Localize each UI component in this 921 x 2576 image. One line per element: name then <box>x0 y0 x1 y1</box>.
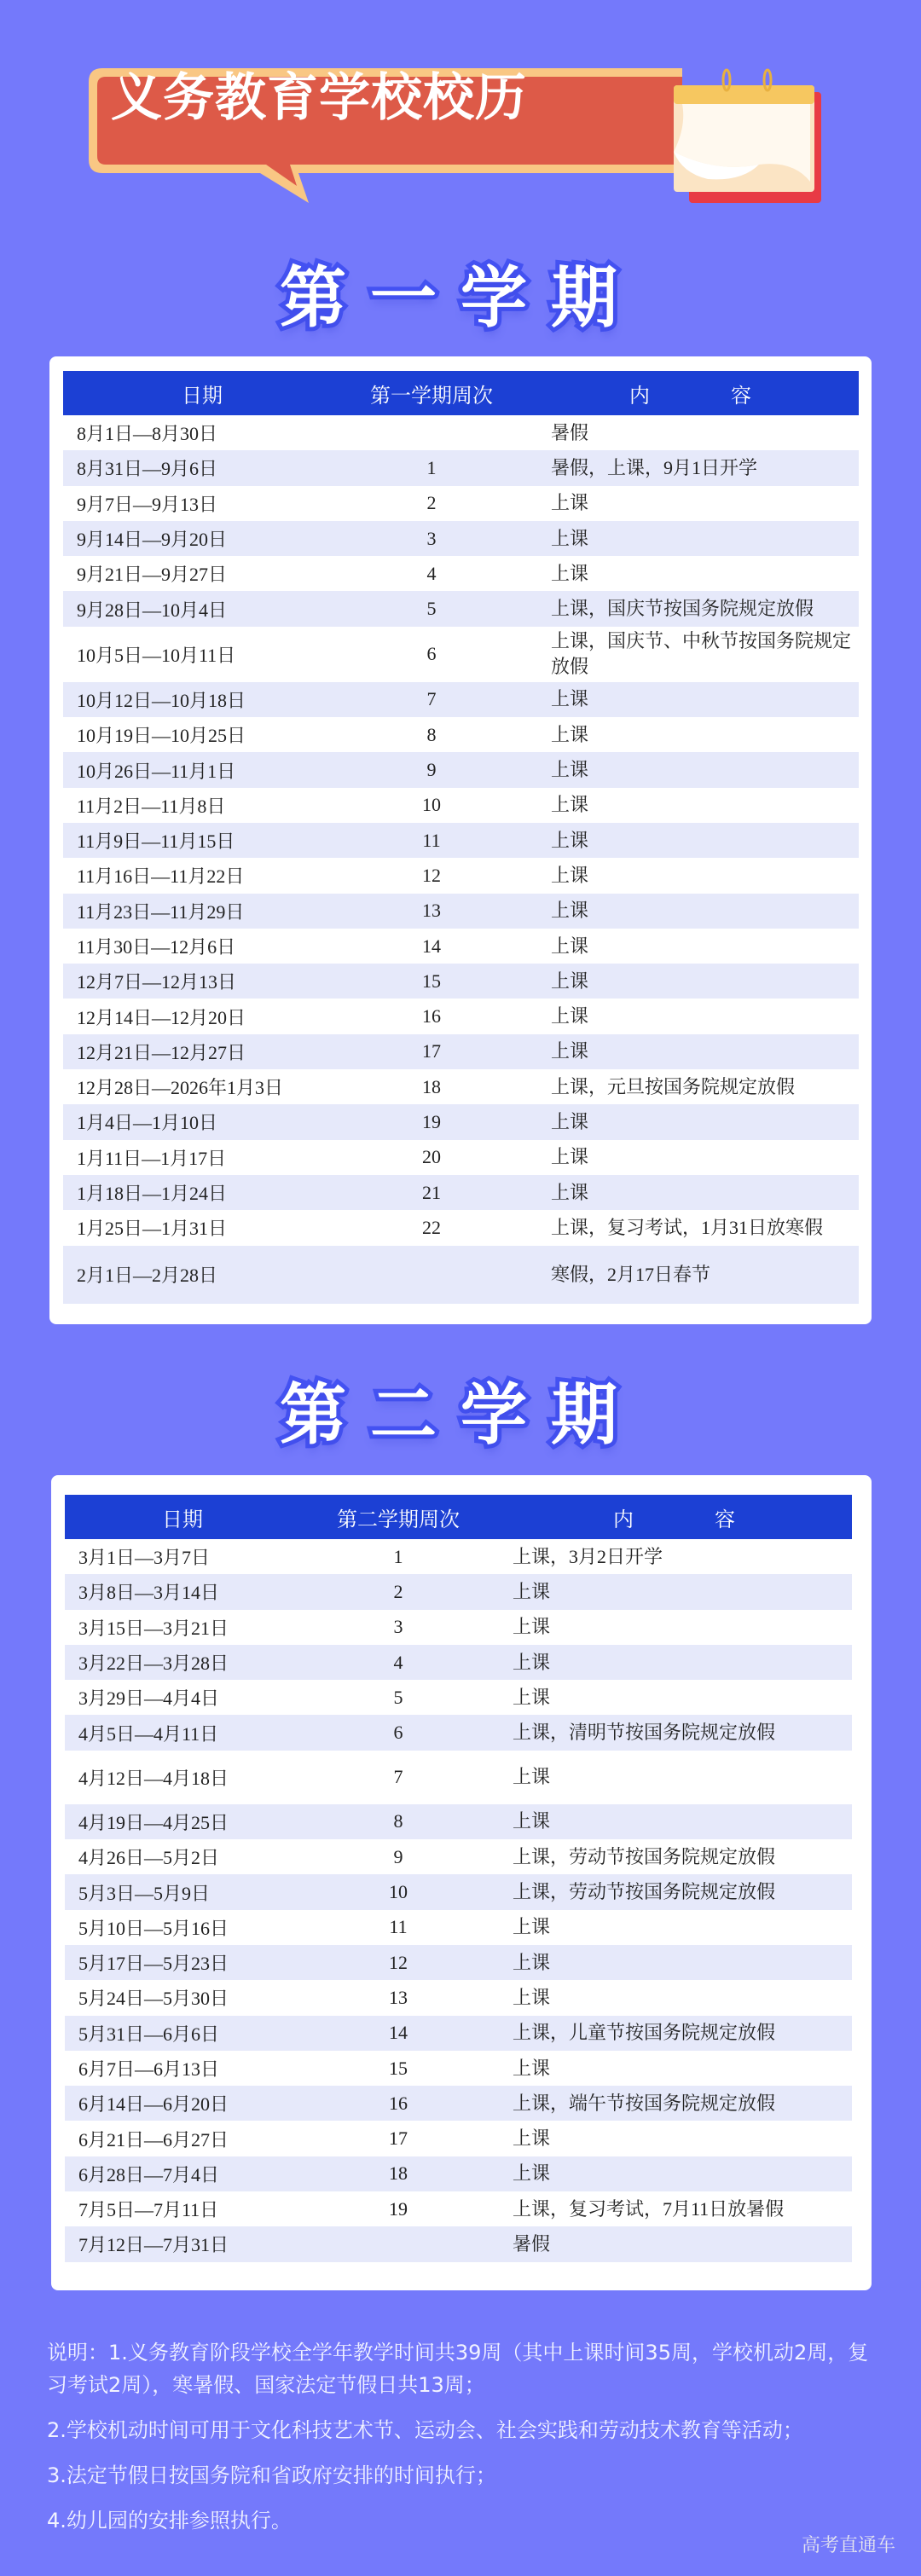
cell-date: 12月7日—12月13日 <box>77 971 237 993</box>
cell-date: 1月18日—1月24日 <box>77 1183 228 1205</box>
cell-week: 16 <box>389 2092 408 2114</box>
cell-content: 暑假 <box>551 421 589 443</box>
cell-date: 11月9日—11月15日 <box>77 831 235 853</box>
cell-content: 上课 <box>551 829 589 851</box>
cell-content: 上课 <box>513 2127 551 2150</box>
cell-content: 上课 <box>551 794 589 816</box>
cell-date: 7月5日—7月11日 <box>78 2199 219 2221</box>
cell-date: 9月28日—10月4日 <box>77 599 228 621</box>
cell-content: 上课，3月2日开学 <box>513 1545 663 1567</box>
cell-week: 12 <box>389 1951 408 1973</box>
table-row <box>63 1246 859 1304</box>
cell-week: 13 <box>389 1986 408 2008</box>
table-row <box>65 2051 852 2086</box>
table-row <box>63 450 859 485</box>
table-row <box>63 823 859 858</box>
cell-date: 10月12日—10月18日 <box>77 689 246 711</box>
table-row <box>63 682 859 717</box>
cell-content: 上课 <box>551 1146 589 1168</box>
cell-content: 上课 <box>551 935 589 957</box>
header-content-2: 容 <box>715 1507 735 1531</box>
cell-date: 5月24日—5月30日 <box>78 1988 229 2010</box>
cell-week: 9 <box>393 1845 403 1867</box>
cell-date: 11月16日—11月22日 <box>77 865 245 888</box>
cell-date: 3月1日—3月7日 <box>78 1547 211 1569</box>
cell-date: 2月1日—2月28日 <box>77 1265 218 1287</box>
semester-2-table <box>65 1495 852 2262</box>
cell-date: 4月12日—4月18日 <box>78 1767 229 1789</box>
cell-date: 10月26日—11月1日 <box>77 760 236 782</box>
cell-date: 1月25日—1月31日 <box>77 1218 228 1240</box>
cell-content: 上课，复习考试，7月11日放暑假 <box>513 2197 785 2220</box>
notes <box>47 2336 878 2550</box>
table-row <box>65 2156 852 2191</box>
table-row <box>63 894 859 929</box>
cell-content: 上课 <box>513 2162 551 2185</box>
cell-content: 上课 <box>551 1005 589 1028</box>
table-row <box>65 1610 852 1645</box>
cell-date: 5月17日—5月23日 <box>78 1953 229 1975</box>
cell-week: 6 <box>426 643 437 665</box>
cell-content: 上课，劳动节按国务院规定放假 <box>513 1845 776 1867</box>
cell-date: 12月21日—12月27日 <box>77 1041 246 1063</box>
cell-content: 上课 <box>551 1110 589 1132</box>
cell-week: 21 <box>422 1181 441 1203</box>
table-row <box>63 627 859 682</box>
cell-week: 22 <box>422 1216 441 1238</box>
cell-week: 2 <box>393 1580 403 1602</box>
cell-week: 19 <box>422 1110 441 1132</box>
cell-week: 8 <box>426 723 437 745</box>
table-row <box>63 999 859 1033</box>
cell-date: 9月7日—9月13日 <box>77 493 218 515</box>
table-row <box>65 1539 852 1574</box>
header-week: 第二学期周次 <box>337 1507 460 1531</box>
table-row <box>63 1104 859 1139</box>
watermark: 高考直通车 <box>801 2535 895 2556</box>
header-content-1: 内 <box>613 1507 634 1531</box>
cell-date: 4月26日—5月2日 <box>78 1847 220 1869</box>
cell-week: 10 <box>389 1881 408 1903</box>
cell-content: 暑假，上课，9月1日开学 <box>551 456 758 478</box>
cell-content: 上课 <box>551 1040 589 1062</box>
cell-content: 上课 <box>513 1951 551 1973</box>
cell-content: 上课，端午节按国务院规定放假 <box>513 2092 776 2114</box>
cell-week: 14 <box>422 935 441 957</box>
header-content <box>496 1502 852 1532</box>
semester-1-table <box>63 371 859 1304</box>
table-row <box>63 1175 859 1210</box>
table-row <box>63 1069 859 1104</box>
cell-content: 上课 <box>551 759 589 781</box>
cell-date: 6月28日—7月4日 <box>78 2163 220 2185</box>
cell-content: 上课 <box>513 1686 551 1708</box>
cell-week: 19 <box>389 2197 408 2220</box>
cell-date: 6月14日—6月20日 <box>78 2093 229 2116</box>
cell-week: 7 <box>393 1766 403 1788</box>
semester-2-card <box>51 1475 872 2290</box>
cell-week: 18 <box>389 2162 408 2185</box>
semester-1-card <box>49 356 872 1324</box>
cell-week: 10 <box>422 794 441 816</box>
cell-content: 上课，劳动节按国务院规定放假 <box>513 1881 776 1903</box>
cell-date: 6月7日—6月13日 <box>78 2058 220 2080</box>
table-row <box>65 1839 852 1874</box>
cell-week: 7 <box>426 688 437 710</box>
cell-week: 12 <box>422 864 441 886</box>
table-row <box>65 1980 852 2015</box>
cell-content: 暑假 <box>513 2232 551 2255</box>
page-title: 义务教育学校校历 <box>111 68 527 128</box>
cell-week: 9 <box>426 759 437 781</box>
cell-content: 寒假，2月17日春节 <box>551 1263 711 1285</box>
table-header <box>63 371 859 415</box>
cell-week: 8 <box>393 1810 403 1832</box>
cell-date: 3月22日—3月28日 <box>78 1653 229 1675</box>
cell-date: 9月21日—9月27日 <box>77 564 228 586</box>
cell-week: 2 <box>426 492 437 514</box>
cell-date: 11月23日—11月29日 <box>77 900 245 923</box>
note-1: 说明：1.义务教育阶段学校全学年教学时间共39周（其中上课时间35周，学校机动2周，复习考试2周），寒暑假、国家法定节假日共13周； <box>47 2341 869 2397</box>
cell-content: 上课，儿童节按国务院规定放假 <box>513 2022 776 2044</box>
table-row <box>65 1715 852 1750</box>
table-row <box>65 1804 852 1839</box>
cell-content: 上课 <box>551 1181 589 1203</box>
cell-date: 10月19日—10月25日 <box>77 725 246 747</box>
cell-week: 15 <box>389 2057 408 2079</box>
cell-content: 上课 <box>513 1651 551 1673</box>
header-content-1: 内 <box>629 383 650 408</box>
cell-date: 8月1日—8月30日 <box>77 423 218 445</box>
cell-week: 5 <box>426 598 437 620</box>
table-row <box>65 2226 852 2261</box>
cell-week: 11 <box>389 1916 408 1938</box>
cell-date: 3月8日—3月14日 <box>78 1582 220 1604</box>
cell-week: 15 <box>422 970 441 992</box>
cell-content: 上课 <box>513 2057 551 2079</box>
table-row <box>63 788 859 823</box>
cell-week: 11 <box>422 829 441 851</box>
cell-date: 5月3日—5月9日 <box>78 1882 211 1904</box>
table-row <box>65 1751 852 1804</box>
cell-date: 9月14日—9月20日 <box>77 529 228 551</box>
cell-week: 5 <box>393 1686 403 1708</box>
cell-content: 上课 <box>551 723 589 745</box>
table-row <box>65 2086 852 2121</box>
table-row <box>63 521 859 556</box>
table-row <box>65 2121 852 2156</box>
table-row <box>63 486 859 521</box>
cell-content: 上课，复习考试，1月31日放寒假 <box>551 1216 824 1238</box>
cell-content: 上课 <box>513 1810 551 1832</box>
note-2: 2.学校机动时间可用于文化科技艺术节、运动会、社会实践和劳动技术教育等活动； <box>47 2418 803 2442</box>
table-row <box>65 1874 852 1909</box>
semester-2-title: 第二学期 <box>279 1377 641 1454</box>
cell-week: 3 <box>393 1616 403 1638</box>
cell-date: 1月11日—1月17日 <box>77 1147 227 1169</box>
note-4: 4.幼儿园的安排参照执行。 <box>47 2509 292 2533</box>
cell-content: 上课 <box>551 864 589 886</box>
cell-content: 上课 <box>551 970 589 992</box>
table-row <box>63 556 859 591</box>
cell-content: 上课，国庆节按国务院规定放假 <box>551 598 814 620</box>
calendar-icon <box>674 70 821 203</box>
cell-date: 3月29日—4月4日 <box>78 1687 220 1710</box>
cell-date: 8月31日—9月6日 <box>77 458 218 480</box>
cell-content: 上课 <box>513 1766 551 1788</box>
cell-content: 上课，清明节按国务院规定放假 <box>513 1722 776 1744</box>
cell-content: 上课 <box>513 1916 551 1938</box>
cell-week: 14 <box>389 2022 408 2044</box>
header-date: 日期 <box>162 1507 203 1531</box>
table-row <box>63 1034 859 1069</box>
table-row <box>65 1910 852 1945</box>
cell-date: 12月14日—12月20日 <box>77 1006 246 1028</box>
cell-content: 上课 <box>551 688 589 710</box>
cell-date: 1月4日—1月10日 <box>77 1112 218 1134</box>
table-row <box>63 858 859 893</box>
cell-week: 6 <box>393 1722 403 1744</box>
header-date: 日期 <box>182 383 223 408</box>
cell-week: 4 <box>426 562 437 584</box>
semester-1-title: 第一学期 <box>279 260 641 337</box>
cell-content: 上课，国庆节、中秋节按国务院规定放假 <box>551 630 852 678</box>
table-row <box>63 1210 859 1245</box>
table-row <box>63 717 859 752</box>
table-row <box>63 929 859 964</box>
table-row <box>65 2016 852 2051</box>
cell-week: 3 <box>426 527 437 549</box>
header-content-2: 容 <box>731 383 751 408</box>
cell-content: 上课 <box>513 1580 551 1602</box>
cell-week: 13 <box>422 900 441 922</box>
cell-content: 上课 <box>551 562 589 584</box>
table-row <box>65 1645 852 1680</box>
table-row <box>65 1945 852 1980</box>
cell-content: 上课 <box>513 1616 551 1638</box>
cell-content: 上课 <box>551 527 589 549</box>
header-content <box>522 379 859 408</box>
table-row <box>63 1140 859 1175</box>
cell-date: 7月12日—7月31日 <box>78 2234 229 2256</box>
table-row <box>63 964 859 999</box>
cell-content: 上课 <box>513 1986 551 2008</box>
cell-date: 12月28日—2026年1月3日 <box>77 1077 284 1099</box>
cell-week: 17 <box>422 1040 441 1062</box>
cell-content: 上课，元旦按国务院规定放假 <box>551 1075 796 1097</box>
cell-date: 4月19日—4月25日 <box>78 1811 229 1833</box>
cell-content: 上课 <box>551 900 589 922</box>
table-row <box>65 1574 852 1609</box>
cell-date: 6月21日—6月27日 <box>78 2128 229 2151</box>
cell-date: 5月10日—5月16日 <box>78 1917 229 1939</box>
table-row <box>63 752 859 787</box>
cell-date: 3月15日—3月21日 <box>78 1617 229 1639</box>
cell-week: 16 <box>422 1005 441 1028</box>
table-row <box>65 1680 852 1715</box>
cell-date: 5月31日—6月6日 <box>78 2023 220 2045</box>
cell-week: 20 <box>422 1146 441 1168</box>
header-week: 第一学期周次 <box>370 383 493 408</box>
cell-week: 17 <box>389 2127 408 2150</box>
cell-week: 18 <box>422 1075 441 1097</box>
cell-week: 4 <box>393 1651 403 1673</box>
cell-week: 1 <box>426 456 437 478</box>
cell-date: 11月30日—12月6日 <box>77 936 236 958</box>
cell-content: 上课 <box>551 492 589 514</box>
table-row <box>63 415 859 450</box>
cell-date: 11月2日—11月8日 <box>77 795 226 817</box>
table-header <box>65 1495 852 1539</box>
cell-date: 10月5日—10月11日 <box>77 644 236 666</box>
cell-week: 1 <box>393 1545 403 1567</box>
table-row <box>63 591 859 626</box>
cell-date: 4月5日—4月11日 <box>78 1722 219 1745</box>
note-3: 3.法定节假日按国务院和省政府安排的时间执行； <box>47 2463 496 2487</box>
table-row <box>65 2191 852 2226</box>
